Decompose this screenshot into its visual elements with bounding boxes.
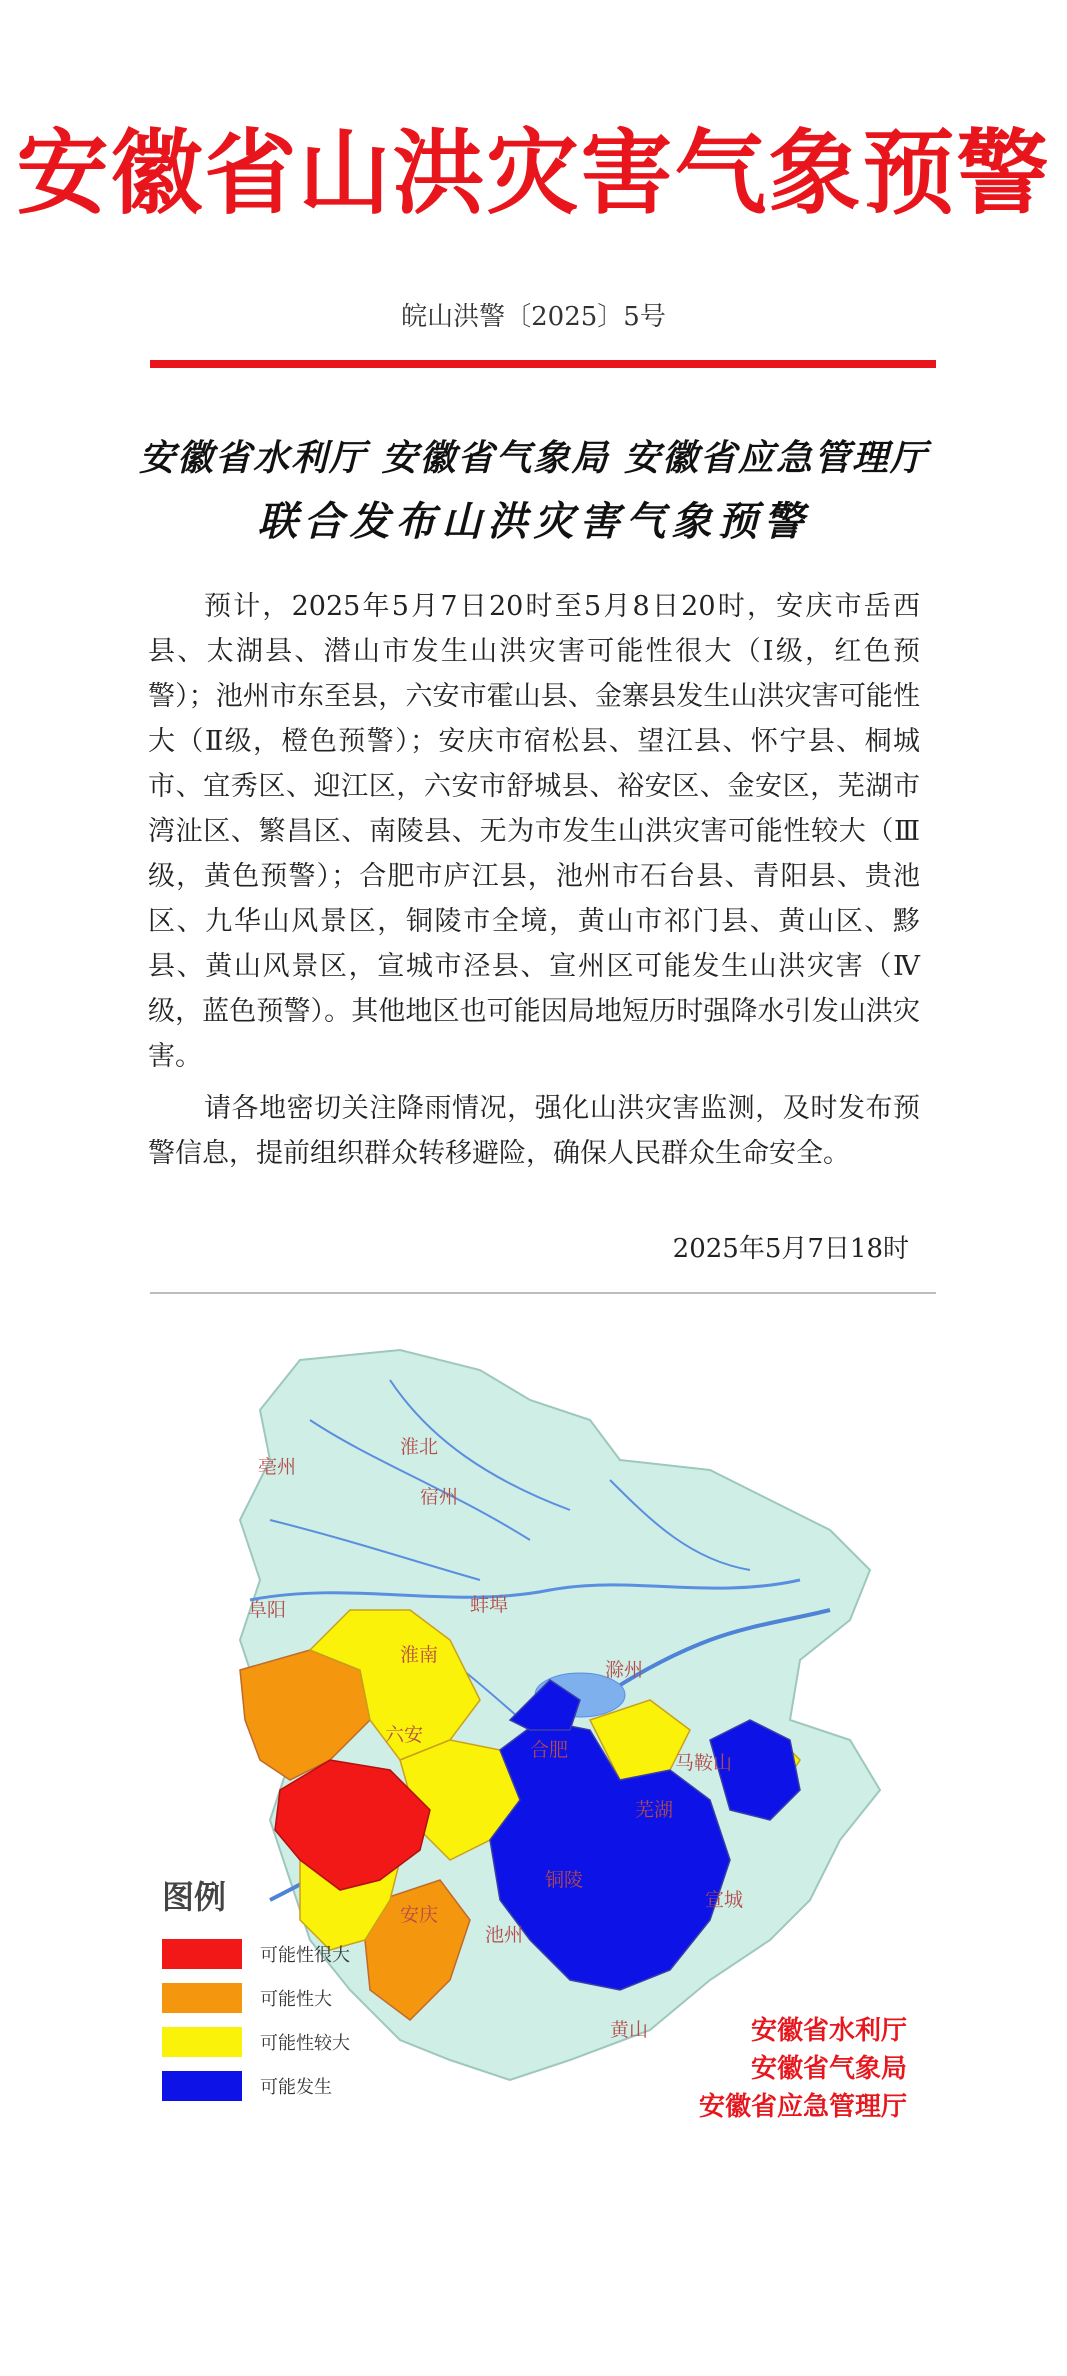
- city-label-suzhou: 宿州: [420, 1486, 459, 1508]
- city-label-huaibei: 淮北: [400, 1436, 439, 1458]
- legend-label: 可能发生: [260, 2077, 332, 2098]
- issue-date: 2025年5月7日18时: [672, 1234, 909, 1264]
- red-divider: [150, 360, 936, 368]
- legend-title: 图例: [162, 1878, 227, 1916]
- city-label-fuyang: 阜阳: [248, 1599, 287, 1621]
- legend-item-very-likely: [162, 1932, 402, 1976]
- map-legend: [162, 1872, 402, 2108]
- agency-emergency-management: 安徽省应急管理厅: [698, 2092, 907, 2122]
- agency-meteorology: 安徽省气象局: [750, 2054, 907, 2084]
- city-label-luan: 六安: [385, 1724, 424, 1746]
- forecast-paragraph: 预计，2025年5月7日20时至5月8日20时，安庆市岳西县、太湖县、潜山市发生山洪灾害可能性很大（Ⅰ级，红色预警）；池州市东至县，六安市霍山县、金寨县发生山洪灾害可能性大（Ⅱ级，橙色预警）；安庆市宿松县、望江县、怀宁县、桐城市、宜秀区、迎江区，六安市舒城县、裕安区、金安区，芜湖市湾沚区、繁昌区、南陵县、无为市发生山洪灾害可能性较大（Ⅲ级，黄色预警）；合肥市庐江县，池州市石台县、青阳县、贵池区、九华山风景区，铜陵市全境，黄山市祁门县、黄山区、黟县、黄山风景区，宣城市泾县、宣州区可能发生山洪灾害（Ⅳ级，蓝色预警）。其他地区也可能因局地短历时强降水引发山洪灾害。: [148, 591, 920, 1072]
- city-label-huainan: 淮南: [400, 1644, 439, 1666]
- city-label-bozhou: 亳州: [258, 1456, 297, 1478]
- legend-swatch-red: [162, 1939, 242, 1969]
- legend-swatch-orange: [162, 1983, 242, 2013]
- gray-divider: [150, 1292, 936, 1294]
- city-label-tongling: 铜陵: [545, 1869, 584, 1891]
- issuing-agencies: 安徽省水利厅 安徽省气象局 安徽省应急管理厅: [138, 437, 929, 479]
- city-label-anqing: 安庆: [400, 1904, 439, 1926]
- legend-label: 可能性较大: [260, 2033, 350, 2054]
- legend-item-likely: [162, 1976, 402, 2020]
- page-title: 安徽省山洪灾害气象预警: [16, 119, 1051, 227]
- agency-water-resources: 安徽省水利厅: [750, 2016, 907, 2046]
- legend-item-possible: [162, 2064, 402, 2108]
- city-label-huangshan: 黄山: [610, 2019, 649, 2041]
- city-label-chizhou: 池州: [485, 1924, 524, 1946]
- city-label-bengbu: 蚌埠: [470, 1594, 509, 1616]
- advice-paragraph: 请各地密切关注降雨情况，强化山洪灾害监测，及时发布预警信息，提前组织群众转移避险，确保人民群众生命安全。: [148, 1093, 920, 1169]
- document-number: 皖山洪警〔2025〕5号: [401, 302, 666, 332]
- city-label-hefei: 合肥: [530, 1739, 569, 1761]
- document-subtitle: 联合发布山洪灾害气象预警: [257, 498, 810, 545]
- city-label-chuzhou: 滁州: [605, 1659, 644, 1681]
- legend-item-fairly-likely: [162, 2020, 402, 2064]
- city-label-wuhu: 芜湖: [635, 1799, 674, 1821]
- legend-swatch-yellow: [162, 2027, 242, 2057]
- legend-swatch-blue: [162, 2071, 242, 2101]
- legend-label: 可能性很大: [260, 1945, 350, 1966]
- city-label-maanshan: 马鞍山: [675, 1752, 733, 1774]
- agency-signature-block: [699, 2012, 907, 2126]
- city-label-xuancheng: 宣城: [705, 1889, 744, 1911]
- legend-label: 可能性大: [260, 1989, 332, 2010]
